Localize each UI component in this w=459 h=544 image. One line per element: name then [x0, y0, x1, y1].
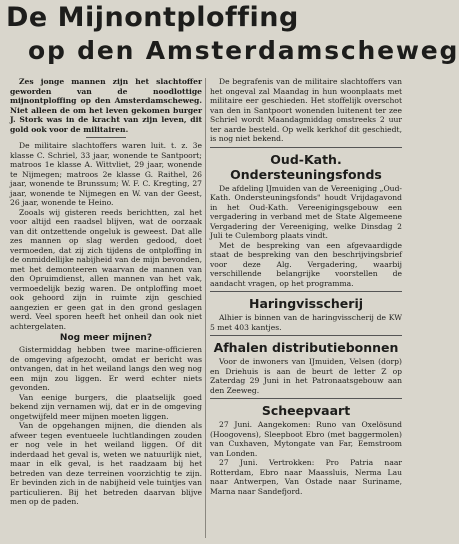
subheading: Nog meer mijnen?: [59, 333, 153, 343]
paragraph: Gistermiddag hebben twee marine-officieren de omgeving afgezocht, omdat er bericht was ontvangen, dat in het weiland langs den weg nog een mijn zou liggen. Er werd echter niets gevonden.: [10, 345, 202, 392]
section-title: Afhalen distributiebonnen: [213, 340, 399, 355]
paragraph: De afdeling IJmuiden van de Vereeniging „Oud-Kath. Ondersteuningsfonds" houdt Vrijdagavond in het Oud-Kath. Vereenigingsgebouw een vergadering in verband met de State Algemeene Vergadering der Vereeniging, welke Dinsdag 2 Juli te Culemborg plaats vindt.: [210, 183, 402, 240]
right-column: [210, 77, 402, 496]
divider: [210, 398, 402, 399]
paragraph: 27 Juni. Aangekomen: Runo van Oxelösund (Hoogovens), Sleepboot Ebro (met baggermolen) van Cuxhaven, Mytongate van Far, Eemstroom van Londen.: [210, 420, 402, 458]
paragraph: De militaire slachtoffers waren luit. t. z. 3e klasse C. Schriel, 33 jaar, wonende te Santpoort; matroos 1e klasse A. Wittvliet, 29 jaar, wonende te Nijmegen; matroos 2e klasse G. Raithel, 26 jaar, wonende te Brunssum; W. F. C. Kregting, 27 jaar, wonende te Nijmegen en W. van der Geest, 26 jaar, wonende te Heino.: [10, 141, 202, 207]
divider: [210, 335, 402, 336]
paragraph: De begrafenis van de militaire slachtoffers van het ongeval zal Maandag in hun woonplaats met militaire eer geschieden. Het stoffelijk overschot van den in Santpoort wonenden luitenent ter zee Schriel wordt Maandagmiddag omstreeks 2 uur ter aarde besteld. Op welk kerkhof dit geschiedt, is nog niet bekend.: [210, 77, 402, 143]
left-column: [10, 77, 202, 507]
section-title: Haringvisscherij: [248, 296, 364, 311]
section-title: Ondersteuningsfonds: [230, 166, 382, 182]
paragraph: Zooals wij gisteren reeds berichtten, zal het voor altijd een raadsel blijven, wat de oorzaak van dit ontzettende ongeluk is geweest. Dat alle zes mannen op slag werden gedood, doet vermoeden, dat zij zich tijdens de ontploffing in de onmiddellijke nabijheid van de mijn bevonden, met het demonteeren waarvan de mannen van den Opruimdienst, allen mannen van het vak, vermoedelijk bezig waren. De ontploffing moet ook gehoord zijn in ruimte zijn geschied aangezien er geen gat in den grond geslagen werd. Veel sporen heeft het onheil dan ook niet achtergelaten.: [10, 207, 202, 331]
column-separator: [205, 78, 206, 538]
divider: [210, 147, 402, 148]
section-title: Oud-Kath.: [270, 151, 342, 167]
headline-line-1: De Mijnontploffing: [6, 2, 299, 33]
lead-paragraph: Zes jonge mannen zijn het slachtoffer geworden van de noodlottige mijnontploffing op den Amsterdamscheweg. Niet alleen de om het leven gekomen burger J. Stork was in de kracht van zijn leven, dit gold ook voor de militairen.: [10, 77, 202, 134]
paragraph: Met de bespreking van een afgevaardigde staat de bespreking van den beschrijvingsbrief voor deze Alg. Vergadering, waarbij verschillende belangrijke voorstellen de aandacht vragen, op het programma.: [210, 240, 402, 288]
paragraph: Alhier is binnen van de haringvisscherij de KW 5 met 403 kantjes.: [210, 313, 402, 332]
headline-line-2: op den Amsterdamscheweg: [28, 36, 459, 65]
paragraph: Voor de inwoners van IJmuiden, Velsen (dorp) en Driehuis is aan de beurt de letter Z op Zaterdag 29 Juni in het Patronaatsgebouw aan den Zeeweg.: [210, 357, 402, 395]
paragraph: 27 Juni. Vertrokken: Pro Patria naar Rotterdam, Ebro naar Maassluis, Nerma Lau naar Antwerpen, Van Ostade naar Suriname, Marna naar Sandefjord.: [210, 458, 402, 496]
divider: [210, 291, 402, 292]
section-title: Scheepvaart: [261, 403, 351, 418]
paragraph: Van eenige burgers, die plaatselijk goed bekend zijn vernamen wij, dat er in de omgeving ongetwijfeld meer mijnen moeten liggen.: [10, 392, 202, 421]
paragraph: Van de opgehangen mijnen, die dienden als afweer tegen eventueele luchtlandingen zouden er nog vele in het weiland liggen. Of dit inderdaad het geval is, weten we natuurlijk niet, maar in elk geval, is het raadzaam bij het betreden van deze terreinen voorzichtig te zijn. Er bevinden zich in de nabijheid vele tuintjes van particulieren. Bij het betreden daarvan blijve men op de paden.: [10, 421, 202, 506]
divider: [86, 137, 126, 138]
